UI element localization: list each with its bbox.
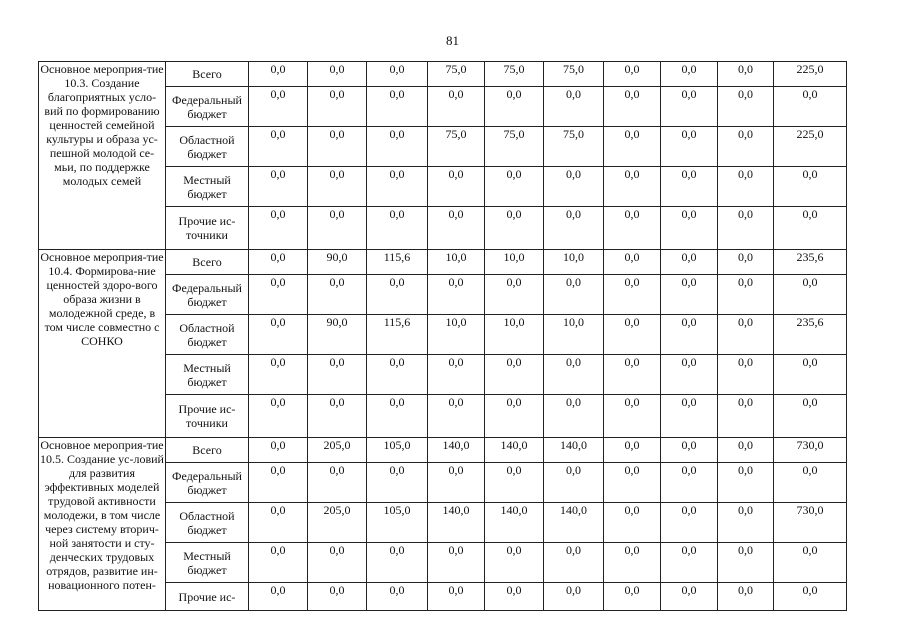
value-cell: 140,0 [544,438,604,463]
value-cell: 10,0 [485,250,544,275]
value-cell: 0,0 [308,275,367,315]
value-cell: 0,0 [718,250,774,275]
value-cell: 0,0 [367,87,428,127]
budget-table [38,61,847,611]
value-cell: 0,0 [485,207,544,250]
value-cell: 75,0 [428,62,485,87]
value-cell: 0,0 [308,207,367,250]
total-value-cell: 225,0 [774,127,847,167]
value-cell: 0,0 [367,463,428,503]
value-cell: 0,0 [661,503,718,543]
value-cell: 0,0 [718,87,774,127]
value-cell: 0,0 [428,583,485,611]
value-cell: 0,0 [367,275,428,315]
value-cell: 0,0 [661,87,718,127]
value-cell: 0,0 [249,250,308,275]
value-cell: 115,6 [367,250,428,275]
value-cell: 0,0 [718,127,774,167]
table-row [39,250,847,275]
value-cell: 75,0 [544,127,604,167]
total-value-cell: 235,6 [774,250,847,275]
value-cell: 0,0 [604,463,661,503]
value-cell: 0,0 [661,250,718,275]
value-cell: 0,0 [485,87,544,127]
value-cell: 0,0 [718,315,774,355]
value-cell: 0,0 [604,167,661,207]
value-cell: 0,0 [604,275,661,315]
value-cell: 0,0 [544,543,604,583]
funding-source-cell: Местный бюджет [166,355,249,395]
value-cell: 0,0 [718,583,774,611]
value-cell: 0,0 [604,207,661,250]
value-cell: 0,0 [308,355,367,395]
total-value-cell: 235,6 [774,315,847,355]
value-cell: 205,0 [308,438,367,463]
value-cell: 140,0 [428,503,485,543]
value-cell: 0,0 [718,463,774,503]
funding-source-cell: Всего [166,62,249,87]
value-cell: 0,0 [661,438,718,463]
value-cell: 0,0 [367,167,428,207]
page-number: 81 [446,33,459,48]
value-cell: 0,0 [544,583,604,611]
value-cell: 0,0 [485,167,544,207]
value-cell: 0,0 [718,355,774,395]
value-cell: 0,0 [718,62,774,87]
value-cell: 0,0 [604,395,661,438]
funding-source-cell: Прочие ис-точники [166,395,249,438]
value-cell: 0,0 [661,207,718,250]
value-cell: 0,0 [485,463,544,503]
value-cell: 0,0 [544,355,604,395]
value-cell: 0,0 [604,62,661,87]
value-cell: 0,0 [428,463,485,503]
value-cell: 0,0 [367,127,428,167]
value-cell: 0,0 [661,463,718,503]
table-row [39,438,847,463]
value-cell: 0,0 [661,543,718,583]
total-value-cell: 0,0 [774,207,847,250]
funding-source-cell: Местный бюджет [166,167,249,207]
value-cell: 0,0 [544,395,604,438]
value-cell: 75,0 [485,127,544,167]
value-cell: 0,0 [661,315,718,355]
value-cell: 0,0 [718,438,774,463]
value-cell: 0,0 [604,503,661,543]
value-cell: 10,0 [544,250,604,275]
value-cell: 0,0 [604,583,661,611]
value-cell: 0,0 [718,395,774,438]
funding-source-cell: Областной бюджет [166,503,249,543]
value-cell: 0,0 [485,275,544,315]
funding-source-cell: Прочие ис-точники [166,207,249,250]
value-cell: 0,0 [544,167,604,207]
value-cell: 0,0 [544,207,604,250]
funding-source-cell: Всего [166,438,249,463]
value-cell: 0,0 [661,355,718,395]
value-cell: 0,0 [604,355,661,395]
measure-title-cell: Основное мероприя-тие 10.3. Создание благоприятных усло-вий по формированию ценностей семейной культуры и образа ус-пешной молодой се-мьи, по поддержке молодых семей [39,62,166,250]
value-cell: 0,0 [308,87,367,127]
total-value-cell: 0,0 [774,395,847,438]
value-cell: 0,0 [428,167,485,207]
value-cell: 0,0 [249,395,308,438]
value-cell: 0,0 [718,275,774,315]
value-cell: 105,0 [367,438,428,463]
value-cell: 0,0 [308,62,367,87]
table-row [39,62,847,87]
value-cell: 0,0 [428,543,485,583]
value-cell: 0,0 [718,207,774,250]
funding-source-cell: Местный бюджет [166,543,249,583]
value-cell: 75,0 [544,62,604,87]
total-value-cell: 0,0 [774,275,847,315]
value-cell: 0,0 [661,583,718,611]
value-cell: 10,0 [544,315,604,355]
value-cell: 0,0 [718,503,774,543]
value-cell: 0,0 [308,167,367,207]
value-cell: 0,0 [308,543,367,583]
value-cell: 0,0 [249,275,308,315]
value-cell: 75,0 [485,62,544,87]
funding-source-cell: Прочие ис- [166,583,249,611]
value-cell: 0,0 [604,127,661,167]
value-cell: 0,0 [367,355,428,395]
value-cell: 90,0 [308,250,367,275]
value-cell: 0,0 [249,583,308,611]
value-cell: 0,0 [249,87,308,127]
value-cell: 0,0 [485,355,544,395]
value-cell: 115,6 [367,315,428,355]
value-cell: 0,0 [485,395,544,438]
value-cell: 0,0 [249,315,308,355]
value-cell: 0,0 [367,395,428,438]
value-cell: 0,0 [308,395,367,438]
value-cell: 10,0 [428,250,485,275]
value-cell: 0,0 [367,543,428,583]
total-value-cell: 0,0 [774,355,847,395]
funding-source-cell: Федеральный бюджет [166,463,249,503]
value-cell: 90,0 [308,315,367,355]
funding-source-cell: Всего [166,250,249,275]
value-cell: 0,0 [428,355,485,395]
value-cell: 0,0 [604,315,661,355]
value-cell: 105,0 [367,503,428,543]
value-cell: 0,0 [308,127,367,167]
value-cell: 0,0 [604,250,661,275]
value-cell: 0,0 [544,463,604,503]
total-value-cell: 0,0 [774,167,847,207]
total-value-cell: 0,0 [774,87,847,127]
value-cell: 10,0 [485,315,544,355]
value-cell: 0,0 [544,275,604,315]
value-cell: 140,0 [544,503,604,543]
value-cell: 0,0 [367,207,428,250]
value-cell: 0,0 [544,87,604,127]
value-cell: 0,0 [367,62,428,87]
value-cell: 0,0 [249,503,308,543]
value-cell: 0,0 [661,127,718,167]
value-cell: 10,0 [428,315,485,355]
value-cell: 0,0 [485,543,544,583]
value-cell: 0,0 [249,463,308,503]
value-cell: 0,0 [428,87,485,127]
value-cell: 0,0 [718,167,774,207]
measure-title-cell: Основное мероприя-тие 10.4. Формирова-ние ценностей здоро-вого образа жизни в молодежной среде, в том числе совместно с СОНКО [39,250,166,438]
value-cell: 0,0 [249,355,308,395]
total-value-cell: 0,0 [774,583,847,611]
value-cell: 0,0 [249,167,308,207]
funding-source-cell: Областной бюджет [166,315,249,355]
value-cell: 140,0 [485,438,544,463]
measure-title-cell: Основное мероприя-тие 10.5. Создание ус-ловий для развития эффективных моделей трудовой активности молодежи, в том числе через систему вторич-ной занятости и сту-денческих трудовых отрядов, развитие ин-новационного потен- [39,438,166,611]
value-cell: 0,0 [485,583,544,611]
funding-source-cell: Федеральный бюджет [166,275,249,315]
value-cell: 0,0 [661,167,718,207]
value-cell: 0,0 [249,62,308,87]
total-value-cell: 225,0 [774,62,847,87]
total-value-cell: 730,0 [774,503,847,543]
value-cell: 0,0 [249,438,308,463]
value-cell: 0,0 [249,543,308,583]
value-cell: 0,0 [308,583,367,611]
value-cell: 0,0 [604,438,661,463]
value-cell: 0,0 [661,275,718,315]
total-value-cell: 0,0 [774,463,847,503]
value-cell: 140,0 [428,438,485,463]
value-cell: 0,0 [428,395,485,438]
value-cell: 140,0 [485,503,544,543]
value-cell: 0,0 [661,62,718,87]
value-cell: 0,0 [718,543,774,583]
value-cell: 0,0 [367,583,428,611]
value-cell: 0,0 [428,275,485,315]
funding-source-cell: Областной бюджет [166,127,249,167]
value-cell: 75,0 [428,127,485,167]
value-cell: 0,0 [661,395,718,438]
total-value-cell: 730,0 [774,438,847,463]
value-cell: 205,0 [308,503,367,543]
value-cell: 0,0 [308,463,367,503]
funding-source-cell: Федеральный бюджет [166,87,249,127]
value-cell: 0,0 [428,207,485,250]
total-value-cell: 0,0 [774,543,847,583]
value-cell: 0,0 [249,207,308,250]
value-cell: 0,0 [604,543,661,583]
value-cell: 0,0 [604,87,661,127]
value-cell: 0,0 [249,127,308,167]
